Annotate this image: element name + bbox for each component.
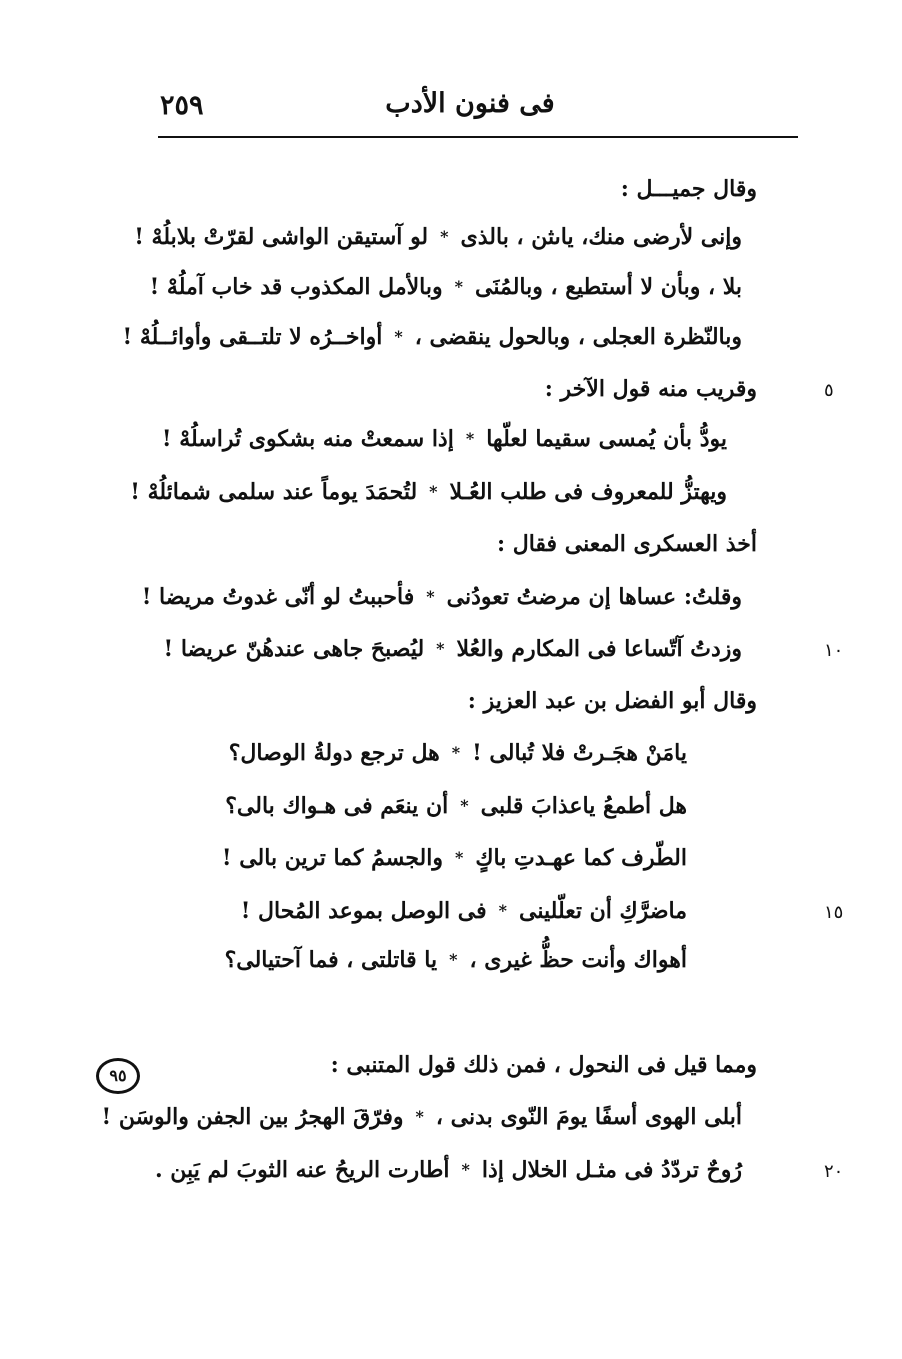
first-hemistich: يامَنْ هجَـرتْ فلا تُبالى ! xyxy=(472,740,687,766)
separator-star: * xyxy=(451,743,461,762)
intro-line: أخذ العسكرى المعنى فقال : xyxy=(496,531,757,557)
second-hemistich: أطارت الريحُ عنه الثوبَ لم يَبِن . xyxy=(154,1157,450,1183)
first-hemistich: الطّرف كما عهـدتِ باكٍ xyxy=(475,845,687,871)
first-hemistich: أهواك وأنت حظُّ غيرى ، xyxy=(469,947,687,973)
header-rule xyxy=(158,136,798,138)
circled-number-seal: ٩٥ xyxy=(96,1058,140,1094)
separator-star: * xyxy=(429,482,438,501)
separator-star: * xyxy=(440,227,449,246)
intro-line: وقريب منه قول الآخر : xyxy=(544,376,757,402)
second-hemistich: هل ترجع دولةُ الوصال؟ xyxy=(228,740,440,766)
separator-star: * xyxy=(436,639,445,658)
second-hemistich: وفرّقَ الهجرُ بين الجفن والوسَن ! xyxy=(101,1104,404,1130)
intro-line: وقال أبو الفضل بن عبد العزيز : xyxy=(467,688,757,714)
first-hemistich: وبالنّظرة العجلى ، وبالحول ينقضى ، xyxy=(414,324,742,350)
verse-line xyxy=(225,791,687,821)
first-hemistich: وزدتُ آتّساعا فى المكارم والعُلا xyxy=(456,636,742,662)
first-hemistich: يودُّ بأن يُمسى سقيما لعلّها xyxy=(486,426,727,452)
separator-star: * xyxy=(415,1107,424,1126)
page-number: ٢٥٩ xyxy=(160,90,204,121)
second-hemistich: لو آستيقن الواشى لقرّتْ بلابلُهْ ! xyxy=(134,224,429,250)
second-hemistich: فى الوصل بموعد المُحال ! xyxy=(240,898,487,924)
second-hemistich: وبالأمل المكذوب قد خاب آملُهْ ! xyxy=(149,274,443,300)
second-hemistich: والجسمُ كما ترين بالى ! xyxy=(221,845,443,871)
second-hemistich: ليُصبحَ جاهى عندهُنّ عريضا ! xyxy=(163,636,425,662)
verse-line xyxy=(150,272,742,302)
separator-star: * xyxy=(461,1160,470,1179)
verse-line xyxy=(241,896,687,926)
verse-line xyxy=(222,843,687,873)
first-hemistich: ماضرَّكِ أن تعلّلينى xyxy=(519,898,687,924)
verse-line xyxy=(142,582,742,612)
separator-star: * xyxy=(426,587,435,606)
separator-star: * xyxy=(449,950,458,969)
line-number: ٢٠ xyxy=(824,1161,844,1182)
first-hemistich: وإنى لأرضى منك، ياىثن ، بالذى xyxy=(460,224,742,250)
line-number: ١٠ xyxy=(824,640,844,661)
second-hemistich: يا قاتلتى ، فما آحتيالى؟ xyxy=(224,947,438,973)
separator-star: * xyxy=(454,277,463,296)
verse-line xyxy=(134,222,742,252)
verse-line xyxy=(123,322,742,352)
running-title: فى فنون الأدب xyxy=(385,88,555,119)
separator-star: * xyxy=(455,848,464,867)
second-hemistich: إذا سمعتْ منه بشكوى تُراسلُهْ ! xyxy=(161,426,454,452)
verse-line xyxy=(162,424,727,454)
verse-line xyxy=(225,945,687,975)
verse-line xyxy=(102,1102,742,1132)
first-hemistich: رُوحٌ تردّدُ فى مثـل الخلال إذا xyxy=(481,1157,742,1183)
verse-line xyxy=(229,738,687,768)
second-hemistich: أن ينعَم فى هـواك بالى؟ xyxy=(225,793,449,819)
first-hemistich: بلا ، وبأن لا أستطيع ، وبالمُنَى xyxy=(475,274,742,300)
intro-line: ومما قيل فى النحول ، فمن ذلك قول المتنبى : xyxy=(330,1052,757,1078)
verse-line xyxy=(164,634,742,664)
separator-star: * xyxy=(394,327,403,346)
verse-line xyxy=(130,477,727,507)
second-hemistich: لتُحمَدَ يوماً عند سلمى شمائلُهْ ! xyxy=(130,479,418,505)
verse-line xyxy=(155,1155,742,1185)
intro-line: وقال جميـــل : xyxy=(620,176,757,202)
second-hemistich: فأحببتُ لو أنّى غدوتُ مريضا ! xyxy=(141,584,415,610)
separator-star: * xyxy=(460,796,469,815)
first-hemistich: أبلى الهوى أسفًا يومَ النّوى بدنى ، xyxy=(435,1104,742,1130)
first-hemistich: ويهتزُّ للمعروف فى طلب العُـلا xyxy=(449,479,727,505)
line-number: ١٥ xyxy=(824,902,844,923)
separator-star: * xyxy=(465,429,475,448)
first-hemistich: هل أطمعُ ياعذابَ قلبى xyxy=(480,793,687,819)
first-hemistich: وقلتُ: عساها إن مرضتُ تعودُنى xyxy=(446,584,742,610)
separator-star: * xyxy=(498,901,508,920)
second-hemistich: أواخــرُه لا تلتــقى وأوائــلُهْ ! xyxy=(122,324,383,350)
line-number: ٥ xyxy=(824,380,834,401)
